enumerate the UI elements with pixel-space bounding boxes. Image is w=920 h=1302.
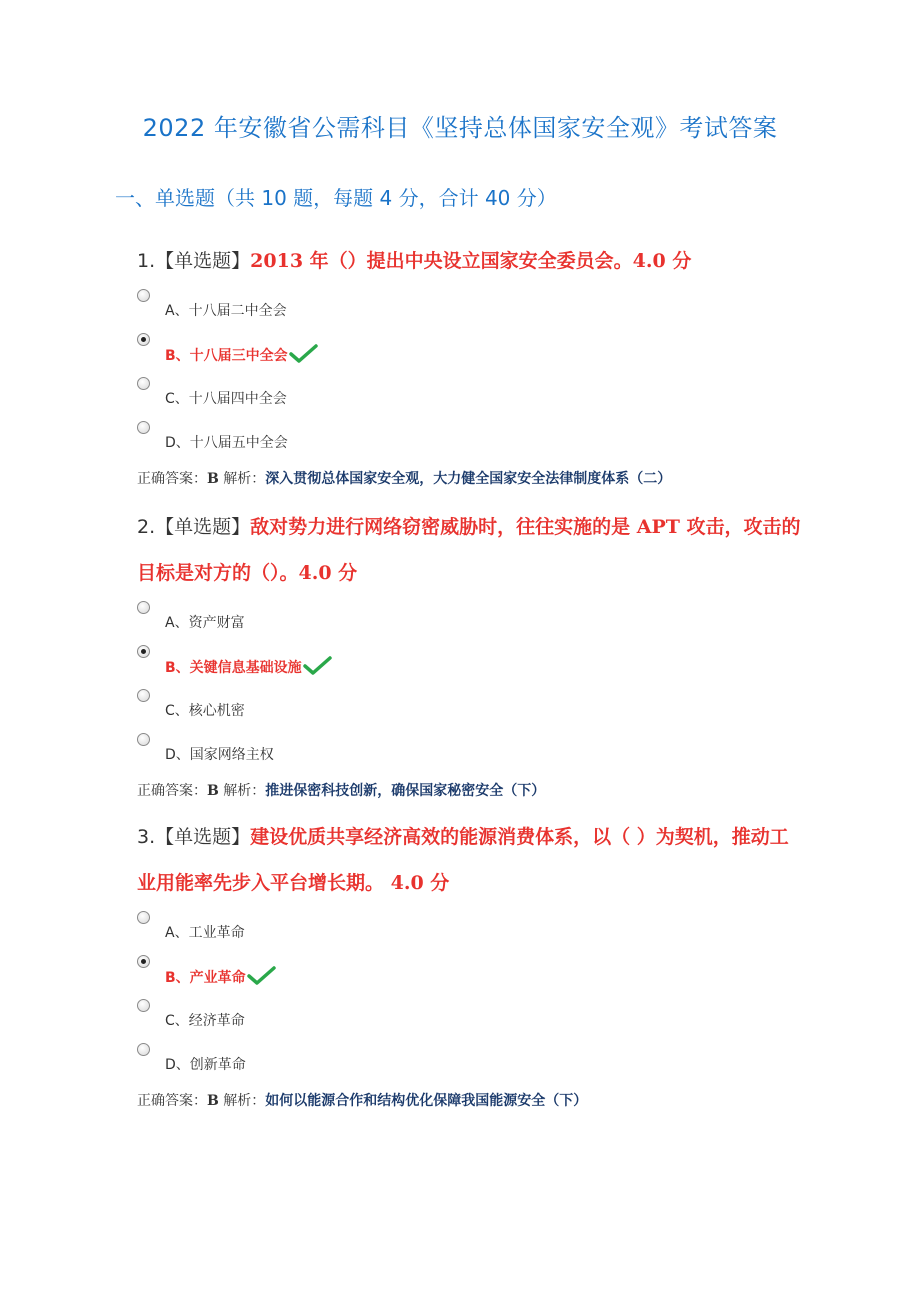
analysis-label: 解析： <box>223 1093 266 1109</box>
answer-label: 正确答案： <box>137 471 207 487</box>
option-a[interactable] <box>137 284 807 328</box>
question-header <box>137 238 807 284</box>
option-label: B、产业革命 <box>165 970 246 986</box>
radio-icon[interactable] <box>137 733 150 746</box>
option-a[interactable] <box>137 596 807 640</box>
question-text: 敌对势力进行网络窃密威胁时，往往实施的是 APT 攻击，攻击的目标是对方的（）。4.0 分 <box>137 516 801 584</box>
checkmark-icon <box>302 656 332 676</box>
question-text: 2013 年（）提出中央设立国家安全委员会。4.0 分 <box>250 250 692 272</box>
checkmark-icon <box>288 344 318 364</box>
option-a[interactable] <box>137 906 807 950</box>
question-text: 建设优质共享经济高效的能源消费体系，以（ ）为契机，推动工业用能率先步入平台增长期。 4.0 分 <box>137 826 789 894</box>
radio-icon[interactable] <box>137 421 150 434</box>
question-number: 3. <box>137 826 156 848</box>
question-header <box>137 504 807 596</box>
option-d[interactable] <box>137 1038 807 1082</box>
answer-line <box>137 780 807 800</box>
radio-icon[interactable] <box>137 289 150 302</box>
analysis-text: 推进保密科技创新，确保国家秘密安全（下） <box>265 783 546 799</box>
option-label: A、资产财富 <box>165 615 245 631</box>
question-1 <box>137 238 807 488</box>
option-label: C、经济革命 <box>165 1013 245 1029</box>
answer-key: B <box>207 471 219 487</box>
analysis-label: 解析： <box>223 783 266 799</box>
question-type: 【单选题】 <box>155 516 251 538</box>
option-c[interactable] <box>137 994 807 1038</box>
option-c[interactable] <box>137 372 807 416</box>
option-label: C、十八届四中全会 <box>165 391 287 407</box>
option-label: B、关键信息基础设施 <box>165 660 302 676</box>
option-label: C、核心机密 <box>165 703 245 719</box>
analysis-text: 如何以能源合作和结构优化保障我国能源安全（下） <box>265 1093 588 1109</box>
option-d[interactable] <box>137 728 807 772</box>
answer-label: 正确答案： <box>137 1093 207 1109</box>
section-heading: 一、单选题（共 10 题，每题 4 分，合计 40 分） <box>115 186 557 210</box>
question-header <box>137 814 807 906</box>
radio-icon[interactable] <box>137 1043 150 1056</box>
option-label: A、工业革命 <box>165 925 245 941</box>
radio-icon[interactable] <box>137 601 150 614</box>
radio-icon[interactable] <box>137 689 150 702</box>
option-label: D、创新革命 <box>165 1057 246 1073</box>
answer-key: B <box>207 1093 219 1109</box>
radio-checked-icon[interactable] <box>137 955 150 968</box>
answer-line <box>137 468 807 488</box>
radio-checked-icon[interactable] <box>137 333 150 346</box>
option-b[interactable] <box>137 640 807 684</box>
option-label: D、国家网络主权 <box>165 747 274 763</box>
option-label: A、十八届二中全会 <box>165 303 287 319</box>
page-title: 2022 年安徽省公需科目《坚持总体国家安全观》考试答案 <box>142 114 778 142</box>
answer-key: B <box>207 783 219 799</box>
analysis-text: 深入贯彻总体国家安全观，大力健全国家安全法律制度体系（二） <box>265 471 672 487</box>
option-b[interactable] <box>137 950 807 994</box>
option-label: B、十八届三中全会 <box>165 348 288 364</box>
option-label: D、十八届五中全会 <box>165 435 288 451</box>
option-c[interactable] <box>137 684 807 728</box>
question-2 <box>137 504 807 800</box>
radio-icon[interactable] <box>137 999 150 1012</box>
question-type: 【单选题】 <box>155 250 251 272</box>
answer-line <box>137 1090 807 1110</box>
checkmark-icon <box>246 966 276 986</box>
analysis-label: 解析： <box>223 471 266 487</box>
question-number: 1. <box>137 250 156 272</box>
option-b[interactable] <box>137 328 807 372</box>
radio-icon[interactable] <box>137 911 150 924</box>
option-d[interactable] <box>137 416 807 460</box>
radio-checked-icon[interactable] <box>137 645 150 658</box>
answer-label: 正确答案： <box>137 783 207 799</box>
question-3 <box>137 814 807 1110</box>
question-number: 2. <box>137 516 156 538</box>
radio-icon[interactable] <box>137 377 150 390</box>
question-type: 【单选题】 <box>155 826 251 848</box>
